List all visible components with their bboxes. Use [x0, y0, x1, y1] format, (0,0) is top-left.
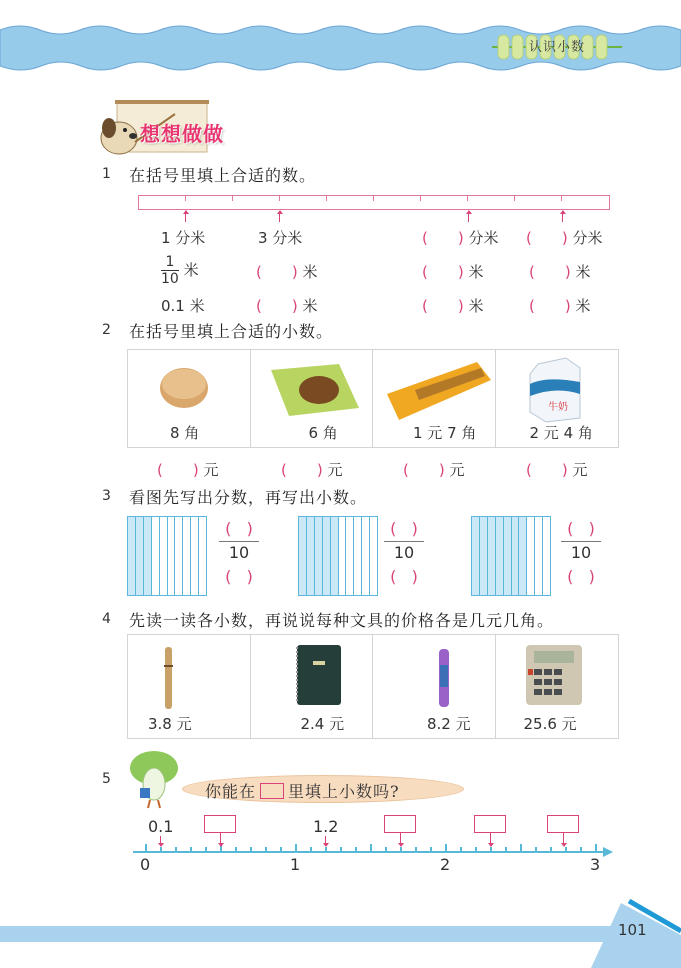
section-title: 想想做做 [140, 122, 224, 146]
question-3-text: 看图先写出分数，再写出小数。 [129, 488, 368, 507]
inline-blank-box-icon [260, 783, 284, 799]
axis-label-1: 1 [290, 855, 301, 874]
item-price: 8 角 [170, 424, 200, 442]
stationery-price-table [127, 634, 619, 739]
q2-answer-3[interactable]: ( ) 元 [403, 461, 465, 479]
pointer-box-1 [220, 833, 221, 844]
grid-7-of-10 [471, 516, 551, 596]
q3-fraction-3[interactable]: ( ) 10 ( ) [561, 519, 601, 587]
question-5-number: 5 [102, 771, 111, 787]
ruler-arrow-7 [468, 213, 469, 222]
item-price: 2 元 4 角 [529, 424, 593, 442]
ruler-arrow-9 [562, 213, 563, 222]
question-1-text: 在括号里填上合适的数。 [129, 166, 317, 185]
question-1-number: 1 [102, 166, 111, 182]
decimeter-ruler [138, 195, 610, 210]
snack-price-table [127, 349, 619, 448]
answer-box-4[interactable] [547, 815, 579, 833]
question-4-number: 4 [102, 611, 111, 627]
item-price: 2.4 元 [300, 715, 345, 733]
pointer-box-4 [563, 833, 564, 844]
item-wafer-snack [373, 350, 496, 447]
given-label-0-1: 0.1 [148, 817, 174, 836]
q3-fraction-2[interactable]: ( ) 10 ( ) [384, 519, 424, 587]
axis-label-0: 0 [140, 855, 151, 874]
ruler-arrow-3 [279, 213, 280, 222]
question-2-text: 在括号里填上合适的小数。 [129, 322, 334, 341]
cabbage-character-illustration [126, 748, 182, 810]
item-notebook [251, 635, 374, 738]
q1-r1-c4-blank[interactable]: ( ) 分米 [526, 229, 603, 247]
grid-3-of-10 [127, 516, 207, 596]
speech-bubble-text: 你能在 里填上小数吗? [205, 782, 400, 801]
q1-r3-c4-blank[interactable]: ( ) 米 [529, 297, 591, 315]
q1-r1-c3-blank[interactable]: ( ) 分米 [422, 229, 499, 247]
answer-box-2[interactable] [384, 815, 416, 833]
page-number: 101 [618, 921, 647, 939]
q1-r3-c2-blank[interactable]: ( ) 米 [256, 297, 318, 315]
pointer-box-2 [400, 833, 401, 844]
item-price: 8.2 元 [427, 715, 471, 733]
svg-text:牛奶: 牛奶 [547, 402, 568, 413]
question-2-number: 2 [102, 322, 111, 338]
item-price: 6 角 [308, 424, 338, 442]
pointer-box-3 [490, 833, 491, 844]
q2-answer-1[interactable]: ( ) 元 [157, 461, 219, 479]
question-3-number: 3 [102, 488, 111, 504]
item-price: 1 元 7 角 [413, 424, 477, 442]
wafer-snack-image [385, 356, 493, 426]
q1-r2-c4-blank[interactable]: ( ) 米 [529, 263, 591, 281]
q1-r1-c2: 3 分米 [258, 229, 303, 247]
q1-r3-c1: 0.1 米 [161, 297, 205, 315]
answer-box-3[interactable] [474, 815, 506, 833]
item-packaged-bun [251, 350, 374, 447]
item-price: 25.6 元 [523, 715, 577, 733]
item-pen [128, 635, 251, 738]
item-price: 3.8 元 [148, 715, 192, 733]
glue-stick-image [437, 647, 451, 709]
q1-r1-c1: 1 分米 [161, 229, 206, 247]
footer-band [0, 926, 640, 942]
q2-answer-4[interactable]: ( ) 元 [526, 461, 588, 479]
calculator-image [524, 643, 584, 707]
pen-image [162, 645, 176, 711]
number-line-arrowhead [603, 847, 613, 857]
bread-image [158, 364, 210, 410]
item-glue-stick [373, 635, 496, 738]
axis-label-3: 3 [590, 855, 601, 874]
q3-fraction-1[interactable]: ( ) 10 ( ) [219, 519, 259, 587]
given-label-1-2: 1.2 [313, 817, 339, 836]
answer-box-1[interactable] [204, 815, 236, 833]
pointer-1-2 [325, 836, 326, 844]
q1-r3-c3-blank[interactable]: ( ) 米 [422, 297, 484, 315]
chapter-title: 认识小数 [528, 40, 585, 55]
number-line-axis [133, 851, 603, 853]
fraction-one-tenth: $\frac{1}{10}$ [161, 254, 179, 287]
item-milk-carton [496, 350, 619, 447]
item-calculator [496, 635, 619, 738]
packaged-bun-image [269, 360, 361, 420]
notebook-image [293, 643, 343, 707]
q1-r2-c3-blank[interactable]: ( ) 米 [422, 263, 484, 281]
q2-answer-2[interactable]: ( ) 元 [281, 461, 343, 479]
q1-r2-c1: $\frac{1}{10}$ 米 [161, 254, 199, 287]
pointer-0-1 [160, 836, 161, 844]
question-4-text: 先读一读各小数，再说说每种文具的价格各是几元几角。 [129, 611, 555, 630]
grid-5-of-10 [298, 516, 378, 596]
milk-carton-image [526, 354, 582, 424]
q1-r2-c2-blank[interactable]: ( ) 米 [256, 263, 318, 281]
ruler-arrow-1 [185, 213, 186, 222]
item-bread [128, 350, 251, 447]
axis-label-2: 2 [440, 855, 451, 874]
